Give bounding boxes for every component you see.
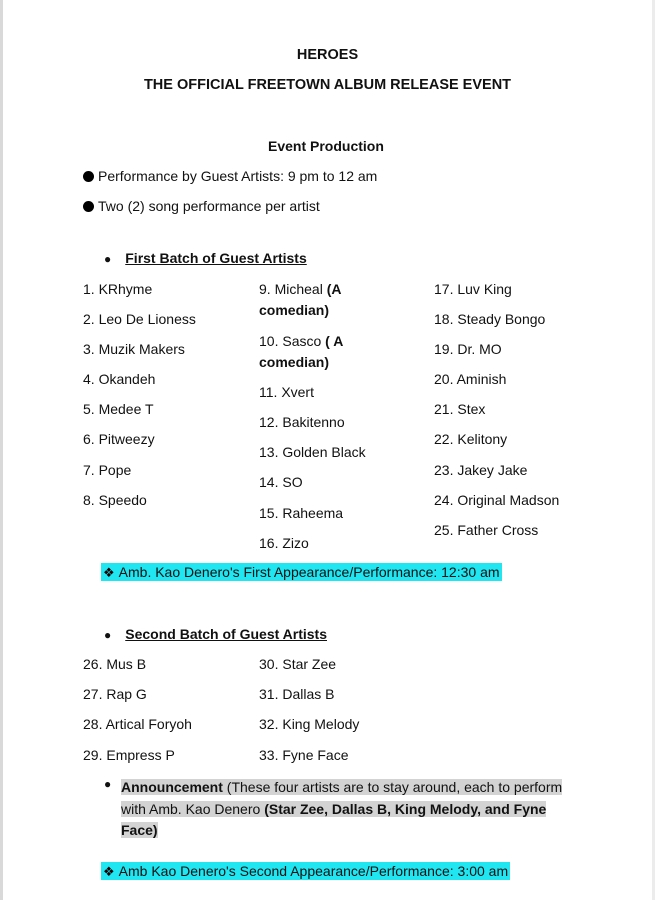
list-item: 6. Pitweezy [83, 431, 155, 447]
list-item: 10. Sasco ( A [259, 333, 344, 349]
list-item: 24. Original Madson [434, 492, 560, 508]
list-item: 19. Dr. MO [434, 341, 502, 357]
list-item: 14. SO [259, 474, 303, 490]
first-batch-heading: ● First Batch of Guest Artists [104, 250, 307, 266]
document-subtitle: THE OFFICIAL FREETOWN ALBUM RELEASE EVENT [143, 77, 512, 93]
list-item: 18. Steady Bongo [434, 311, 546, 327]
list-item: 32. King Melody [259, 716, 360, 732]
list-item: 15. Raheema [259, 505, 344, 521]
list-item: 30. Star Zee [259, 656, 337, 672]
diamond-bullet-icon: ❖ [103, 565, 115, 580]
list-item: 7. Pope [83, 462, 132, 478]
list-item: 27. Rap G [83, 686, 147, 702]
section-heading: Event Production [268, 138, 384, 154]
list-item: 2. Leo De Lioness [83, 311, 196, 327]
list-item: 12. Bakitenno [259, 414, 345, 430]
list-item: 23. Jakey Jake [434, 462, 528, 478]
list-item: 31. Dallas B [259, 686, 335, 702]
list-item-continuation: comedian) [259, 302, 330, 318]
list-item-continuation: comedian) [259, 354, 330, 370]
list-item: 21. Stex [434, 401, 486, 417]
info-bullet: Performance by Guest Artists: 9 pm to 12 am [83, 168, 377, 185]
second-batch-heading: ● Second Batch of Guest Artists [104, 626, 327, 642]
list-item: 33. Fyne Face [259, 747, 349, 763]
list-item: 17. Luv King [434, 281, 512, 297]
first-appearance-note: ❖ Amb. Kao Denero's First Appearance/Performance: 12:30 am [103, 564, 500, 580]
list-item: 16. Zizo [259, 535, 309, 551]
bullet-icon: ● [104, 628, 112, 642]
list-item: 5. Medee T [83, 401, 154, 417]
list-item: 26. Mus B [83, 656, 147, 672]
bullet-icon: ● [104, 252, 112, 266]
list-item: 28. Artical Foryoh [83, 716, 192, 732]
list-item: 4. Okandeh [83, 371, 156, 387]
bullet-icon: ● [104, 777, 112, 791]
list-item: 29. Empress P [83, 747, 175, 763]
bullet-icon [83, 171, 94, 182]
list-item: 9. Micheal (A [259, 281, 342, 297]
list-item: 25. Father Cross [434, 522, 539, 538]
bullet-icon [83, 201, 94, 212]
list-item: 22. Kelitony [434, 431, 508, 447]
list-item: 1. KRhyme [83, 281, 153, 297]
diamond-bullet-icon: ❖ [103, 864, 115, 879]
list-item: 11. Xvert [259, 384, 314, 400]
list-item: 3. Muzik Makers [83, 341, 185, 357]
announcement: Announcement (These four artists are to stay around, each to perform with Amb. Kao Denero (Star Zee, Dallas B, King Melody, and Fyne Face) [121, 779, 563, 838]
info-bullet: Two (2) song performance per artist [83, 198, 320, 215]
list-item: 8. Speedo [83, 492, 147, 508]
document-title: HEROES [296, 47, 359, 63]
second-appearance-note: ❖ Amb Kao Denero's Second Appearance/Performance: 3:00 am [103, 863, 509, 879]
list-item: 13. Golden Black [259, 444, 366, 460]
list-item: 20. Aminish [434, 371, 507, 387]
